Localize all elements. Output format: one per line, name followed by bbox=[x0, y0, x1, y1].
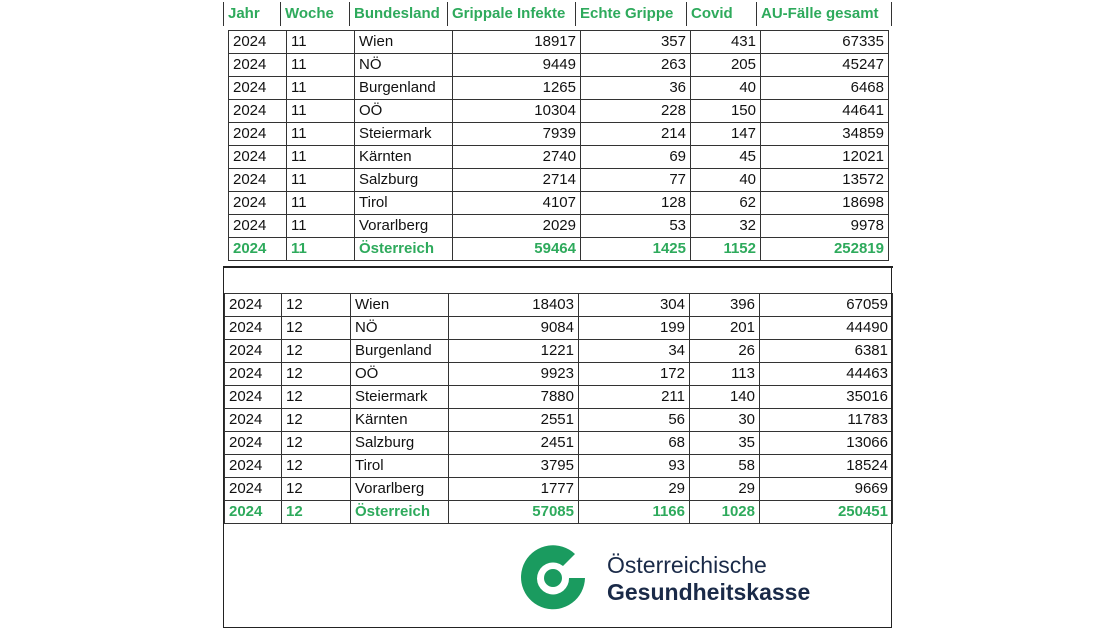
cell-bundesland: Kärnten bbox=[355, 146, 453, 169]
cell-woche: 11 bbox=[287, 54, 355, 77]
cell-echte-grippe: 211 bbox=[579, 386, 690, 409]
oegk-logo bbox=[513, 538, 843, 618]
table-row bbox=[225, 409, 893, 432]
cell-bundesland: Österreich bbox=[355, 238, 453, 261]
cell-jahr: 2024 bbox=[225, 363, 282, 386]
cell-woche: 11 bbox=[287, 31, 355, 54]
cell-covid: 40 bbox=[691, 169, 761, 192]
cell-bundesland: NÖ bbox=[351, 317, 449, 340]
cell-covid: 396 bbox=[690, 294, 760, 317]
cell-au-faelle-gesamt: 44641 bbox=[761, 100, 889, 123]
table-row-total bbox=[225, 501, 893, 524]
cell-echte-grippe: 36 bbox=[581, 77, 691, 100]
cell-woche: 11 bbox=[287, 169, 355, 192]
cell-grippale-infekte: 18403 bbox=[449, 294, 579, 317]
cell-jahr: 2024 bbox=[225, 340, 282, 363]
oegk-logo-text bbox=[607, 552, 810, 606]
cell-bundesland: Salzburg bbox=[351, 432, 449, 455]
cell-covid: 58 bbox=[690, 455, 760, 478]
table-row bbox=[225, 455, 893, 478]
cell-woche: 11 bbox=[287, 146, 355, 169]
cell-covid: 140 bbox=[690, 386, 760, 409]
cell-echte-grippe: 304 bbox=[579, 294, 690, 317]
cell-woche: 12 bbox=[282, 386, 351, 409]
table-row bbox=[229, 192, 889, 215]
cell-au-faelle-gesamt: 11783 bbox=[760, 409, 893, 432]
cell-covid: 30 bbox=[690, 409, 760, 432]
header-jahr: Jahr bbox=[223, 2, 280, 26]
cell-echte-grippe: 357 bbox=[581, 31, 691, 54]
cell-au-faelle-gesamt: 6468 bbox=[761, 77, 889, 100]
cell-echte-grippe: 199 bbox=[579, 317, 690, 340]
cell-bundesland: Vorarlberg bbox=[355, 215, 453, 238]
cell-echte-grippe: 93 bbox=[579, 455, 690, 478]
cell-au-faelle-gesamt: 45247 bbox=[761, 54, 889, 77]
cell-au-faelle-gesamt: 250451 bbox=[760, 501, 893, 524]
cell-jahr: 2024 bbox=[225, 409, 282, 432]
cell-echte-grippe: 1425 bbox=[581, 238, 691, 261]
cell-jahr: 2024 bbox=[225, 294, 282, 317]
cell-woche: 12 bbox=[282, 501, 351, 524]
cell-woche: 12 bbox=[282, 455, 351, 478]
cell-covid: 1152 bbox=[691, 238, 761, 261]
frame-left bbox=[223, 266, 224, 628]
cell-bundesland: Tirol bbox=[351, 455, 449, 478]
table-row bbox=[225, 340, 893, 363]
cell-bundesland: Wien bbox=[355, 31, 453, 54]
cell-grippale-infekte: 2451 bbox=[449, 432, 579, 455]
cell-echte-grippe: 68 bbox=[579, 432, 690, 455]
frame-bottom bbox=[223, 627, 892, 628]
cell-grippale-infekte: 1777 bbox=[449, 478, 579, 501]
table-row bbox=[229, 100, 889, 123]
cell-jahr: 2024 bbox=[225, 455, 282, 478]
table-row bbox=[225, 432, 893, 455]
cell-woche: 11 bbox=[287, 215, 355, 238]
table-row bbox=[229, 54, 889, 77]
cell-jahr: 2024 bbox=[229, 54, 287, 77]
cell-woche: 11 bbox=[287, 238, 355, 261]
cell-covid: 62 bbox=[691, 192, 761, 215]
cell-covid: 201 bbox=[690, 317, 760, 340]
cell-echte-grippe: 34 bbox=[579, 340, 690, 363]
cell-bundesland: Tirol bbox=[355, 192, 453, 215]
header-grippale-infekte: Grippale Infekte bbox=[447, 2, 575, 26]
frame-right bbox=[891, 266, 892, 628]
cell-au-faelle-gesamt: 9669 bbox=[760, 478, 893, 501]
cell-jahr: 2024 bbox=[225, 386, 282, 409]
cell-echte-grippe: 53 bbox=[581, 215, 691, 238]
cell-grippale-infekte: 3795 bbox=[449, 455, 579, 478]
cell-au-faelle-gesamt: 18698 bbox=[761, 192, 889, 215]
cell-grippale-infekte: 4107 bbox=[453, 192, 581, 215]
cell-grippale-infekte: 10304 bbox=[453, 100, 581, 123]
cell-covid: 431 bbox=[691, 31, 761, 54]
cell-covid: 26 bbox=[690, 340, 760, 363]
cell-covid: 147 bbox=[691, 123, 761, 146]
table-row bbox=[229, 146, 889, 169]
header-woche: Woche bbox=[280, 2, 349, 26]
cell-au-faelle-gesamt: 252819 bbox=[761, 238, 889, 261]
cell-echte-grippe: 56 bbox=[579, 409, 690, 432]
cell-grippale-infekte: 2029 bbox=[453, 215, 581, 238]
cell-au-faelle-gesamt: 13572 bbox=[761, 169, 889, 192]
cell-grippale-infekte: 9084 bbox=[449, 317, 579, 340]
cell-woche: 11 bbox=[287, 77, 355, 100]
cell-grippale-infekte: 18917 bbox=[453, 31, 581, 54]
separator-line bbox=[223, 266, 893, 268]
cell-jahr: 2024 bbox=[229, 169, 287, 192]
cell-bundesland: NÖ bbox=[355, 54, 453, 77]
logo-line-1: Österreichische bbox=[607, 552, 767, 578]
cell-woche: 11 bbox=[287, 123, 355, 146]
cell-woche: 12 bbox=[282, 409, 351, 432]
cell-grippale-infekte: 9923 bbox=[449, 363, 579, 386]
cell-echte-grippe: 128 bbox=[581, 192, 691, 215]
cell-jahr: 2024 bbox=[229, 215, 287, 238]
header-bundesland: Bundesland bbox=[349, 2, 447, 26]
cell-au-faelle-gesamt: 35016 bbox=[760, 386, 893, 409]
cell-woche: 12 bbox=[282, 340, 351, 363]
cell-bundesland: Wien bbox=[351, 294, 449, 317]
cell-echte-grippe: 263 bbox=[581, 54, 691, 77]
cell-woche: 12 bbox=[282, 478, 351, 501]
cell-bundesland: OÖ bbox=[355, 100, 453, 123]
cell-echte-grippe: 29 bbox=[579, 478, 690, 501]
cell-au-faelle-gesamt: 34859 bbox=[761, 123, 889, 146]
cell-covid: 1028 bbox=[690, 501, 760, 524]
cell-au-faelle-gesamt: 13066 bbox=[760, 432, 893, 455]
cell-grippale-infekte: 9449 bbox=[453, 54, 581, 77]
table-row bbox=[229, 215, 889, 238]
cell-echte-grippe: 69 bbox=[581, 146, 691, 169]
cell-echte-grippe: 1166 bbox=[579, 501, 690, 524]
cell-au-faelle-gesamt: 6381 bbox=[760, 340, 893, 363]
column-header-row bbox=[223, 2, 892, 26]
cell-au-faelle-gesamt: 67335 bbox=[761, 31, 889, 54]
table-row bbox=[229, 77, 889, 100]
table-week-11 bbox=[228, 30, 889, 261]
table-row bbox=[225, 478, 893, 501]
cell-bundesland: Vorarlberg bbox=[351, 478, 449, 501]
cell-au-faelle-gesamt: 67059 bbox=[760, 294, 893, 317]
cell-covid: 40 bbox=[691, 77, 761, 100]
table-row bbox=[225, 386, 893, 409]
cell-bundesland: Burgenland bbox=[355, 77, 453, 100]
cell-grippale-infekte: 7939 bbox=[453, 123, 581, 146]
cell-bundesland: Steiermark bbox=[351, 386, 449, 409]
header-covid: Covid bbox=[686, 2, 756, 26]
cell-bundesland: Kärnten bbox=[351, 409, 449, 432]
cell-bundesland: Burgenland bbox=[351, 340, 449, 363]
cell-jahr: 2024 bbox=[229, 146, 287, 169]
cell-covid: 29 bbox=[690, 478, 760, 501]
cell-au-faelle-gesamt: 44463 bbox=[760, 363, 893, 386]
cell-covid: 32 bbox=[691, 215, 761, 238]
cell-jahr: 2024 bbox=[229, 123, 287, 146]
cell-covid: 45 bbox=[691, 146, 761, 169]
cell-bundesland: Steiermark bbox=[355, 123, 453, 146]
header-echte-grippe: Echte Grippe bbox=[575, 2, 686, 26]
cell-grippale-infekte: 1221 bbox=[449, 340, 579, 363]
table-row-total bbox=[229, 238, 889, 261]
cell-covid: 35 bbox=[690, 432, 760, 455]
cell-jahr: 2024 bbox=[225, 478, 282, 501]
table-row bbox=[229, 31, 889, 54]
cell-grippale-infekte: 57085 bbox=[449, 501, 579, 524]
cell-echte-grippe: 228 bbox=[581, 100, 691, 123]
cell-jahr: 2024 bbox=[229, 100, 287, 123]
cell-jahr: 2024 bbox=[225, 317, 282, 340]
cell-jahr: 2024 bbox=[225, 501, 282, 524]
cell-covid: 205 bbox=[691, 54, 761, 77]
cell-grippale-infekte: 2551 bbox=[449, 409, 579, 432]
cell-jahr: 2024 bbox=[225, 432, 282, 455]
table-row bbox=[225, 317, 893, 340]
header-au-faelle-gesamt: AU-Fälle gesamt bbox=[756, 2, 892, 26]
cell-jahr: 2024 bbox=[229, 238, 287, 261]
cell-woche: 11 bbox=[287, 192, 355, 215]
logo-line-2: Gesundheitskasse bbox=[607, 579, 811, 605]
cell-echte-grippe: 172 bbox=[579, 363, 690, 386]
cell-jahr: 2024 bbox=[229, 31, 287, 54]
table-week-12 bbox=[224, 293, 893, 524]
cell-grippale-infekte: 1265 bbox=[453, 77, 581, 100]
cell-covid: 113 bbox=[690, 363, 760, 386]
cell-grippale-infekte: 2714 bbox=[453, 169, 581, 192]
cell-jahr: 2024 bbox=[229, 192, 287, 215]
cell-echte-grippe: 77 bbox=[581, 169, 691, 192]
cell-au-faelle-gesamt: 44490 bbox=[760, 317, 893, 340]
cell-au-faelle-gesamt: 9978 bbox=[761, 215, 889, 238]
cell-woche: 12 bbox=[282, 432, 351, 455]
cell-au-faelle-gesamt: 18524 bbox=[760, 455, 893, 478]
cell-grippale-infekte: 7880 bbox=[449, 386, 579, 409]
oegk-logo-icon bbox=[513, 538, 593, 618]
table-row bbox=[225, 363, 893, 386]
cell-woche: 12 bbox=[282, 317, 351, 340]
table-row bbox=[225, 294, 893, 317]
cell-grippale-infekte: 59464 bbox=[453, 238, 581, 261]
cell-grippale-infekte: 2740 bbox=[453, 146, 581, 169]
cell-bundesland: Österreich bbox=[351, 501, 449, 524]
cell-covid: 150 bbox=[691, 100, 761, 123]
cell-woche: 11 bbox=[287, 100, 355, 123]
cell-jahr: 2024 bbox=[229, 77, 287, 100]
cell-echte-grippe: 214 bbox=[581, 123, 691, 146]
cell-woche: 12 bbox=[282, 294, 351, 317]
cell-bundesland: OÖ bbox=[351, 363, 449, 386]
cell-woche: 12 bbox=[282, 363, 351, 386]
cell-au-faelle-gesamt: 12021 bbox=[761, 146, 889, 169]
cell-bundesland: Salzburg bbox=[355, 169, 453, 192]
table-row bbox=[229, 123, 889, 146]
table-row bbox=[229, 169, 889, 192]
